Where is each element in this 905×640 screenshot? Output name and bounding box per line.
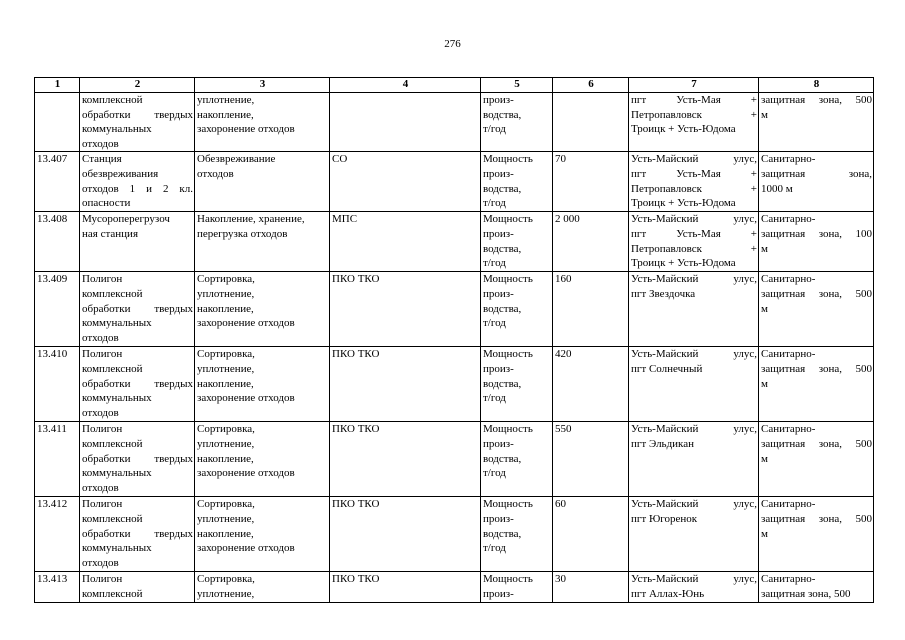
location-cell-line: пгт Аллах-Юнь	[631, 587, 705, 600]
location-cell-line: Усть-Майский улус,	[631, 153, 757, 166]
location-cell	[629, 422, 759, 497]
protection-zone-cell	[759, 572, 874, 602]
location-cell-line: пгт Усть-Мая +	[631, 227, 757, 240]
value-cell: 420	[553, 347, 629, 422]
facility-name-cell-line: обработки твердых	[82, 377, 193, 390]
protection-zone-cell-line: защитная зона, 500	[761, 437, 872, 450]
parameter-cell-line: произ-	[483, 287, 514, 300]
facility-name-cell	[80, 272, 195, 347]
purpose-cell-line: захоронение отходов	[197, 467, 295, 480]
protection-zone-cell-line: защитная зона,	[761, 167, 872, 180]
purpose-cell-line: захоронение отходов	[197, 317, 295, 330]
parameter-cell-line: т/год	[483, 392, 506, 405]
purpose-cell-line: Сортировка,	[197, 573, 255, 586]
facility-name-cell-line: отходов	[82, 481, 119, 494]
value-cell: 550	[553, 422, 629, 497]
facility-name-cell	[80, 572, 195, 602]
location-cell	[629, 93, 759, 152]
purpose-cell	[195, 422, 330, 497]
table-row	[35, 572, 874, 602]
protection-zone-cell-line: Санитарно-	[761, 573, 816, 586]
facility-name-cell	[80, 152, 195, 212]
purpose-cell	[195, 152, 330, 212]
column-header-2: 2	[80, 78, 195, 93]
facility-type-cell: МПС	[330, 212, 481, 272]
parameter-cell-line: водства,	[483, 242, 522, 255]
purpose-cell-line: захоронение отходов	[197, 542, 295, 555]
column-header-3: 3	[195, 78, 330, 93]
parameter-cell-line: водства,	[483, 108, 522, 121]
purpose-cell	[195, 212, 330, 272]
facility-name-cell-line: Полигон	[82, 573, 123, 586]
facility-name-cell-line: отходов	[82, 137, 119, 150]
purpose-cell-line: уплотнение,	[197, 287, 255, 300]
parameter-cell	[481, 572, 553, 602]
protection-zone-cell-line: м	[761, 242, 768, 255]
purpose-cell-line: Обезвреживание	[197, 153, 276, 166]
parameter-cell	[481, 212, 553, 272]
location-cell-line: Троицк + Усть-Юдома	[631, 257, 736, 270]
location-cell-line: Усть-Майский улус,	[631, 348, 757, 361]
parameter-cell-line: произ-	[483, 227, 514, 240]
location-cell-line: пгт Эльдикан	[631, 437, 695, 450]
protection-zone-cell	[759, 347, 874, 422]
location-cell-line: Усть-Майский улус,	[631, 213, 757, 226]
protection-zone-cell-line: Санитарно-	[761, 273, 816, 286]
parameter-cell-line: т/год	[483, 123, 506, 136]
facility-name-cell-line: коммунальных	[82, 392, 152, 405]
purpose-cell-line: накопление,	[197, 527, 254, 540]
purpose-cell-line: уплотнение,	[197, 94, 255, 106]
protection-zone-cell	[759, 497, 874, 572]
purpose-cell-line: накопление,	[197, 377, 254, 390]
location-cell-line: пгт Югоренок	[631, 512, 698, 525]
parameter-cell-line: Мощность	[483, 273, 533, 286]
facility-type-cell	[330, 93, 481, 152]
location-cell-line: Петропавловск +	[631, 108, 757, 121]
facility-name-cell-line: обработки твердых	[82, 452, 193, 465]
facility-name-cell	[80, 422, 195, 497]
purpose-cell-line: Сортировка,	[197, 498, 255, 511]
facility-name-cell	[80, 212, 195, 272]
location-cell-line: Петропавловск +	[631, 242, 757, 255]
purpose-cell-line: отходов	[197, 167, 234, 180]
row-number-cell: 13.412	[35, 497, 80, 572]
facility-type-cell: ПКО ТКО	[330, 272, 481, 347]
parameter-cell-line: Мощность	[483, 348, 533, 361]
location-cell-line: Усть-Майский улус,	[631, 498, 757, 511]
facility-name-cell-line: обработки твердых	[82, 302, 193, 315]
facility-name-cell-line: Станция	[82, 153, 122, 166]
purpose-cell-line: Сортировка,	[197, 423, 255, 436]
value-cell: 60	[553, 497, 629, 572]
location-cell-line: Усть-Майский улус,	[631, 573, 757, 586]
protection-zone-cell-line: Санитарно-	[761, 423, 816, 436]
purpose-cell-line: Сортировка,	[197, 273, 255, 286]
facility-type-cell: ПКО ТКО	[330, 422, 481, 497]
protection-zone-cell-line: защитная зона, 500	[761, 512, 872, 525]
column-header-1: 1	[35, 78, 80, 93]
facility-name-cell-line: отходов	[82, 331, 119, 344]
location-cell	[629, 497, 759, 572]
protection-zone-cell	[759, 272, 874, 347]
location-cell-line: Усть-Майский улус,	[631, 423, 757, 436]
purpose-cell-line: перегрузка отходов	[197, 227, 288, 240]
value-cell: 2 000	[553, 212, 629, 272]
protection-zone-cell-line: Санитарно-	[761, 213, 816, 226]
parameter-cell-line: произ-	[483, 512, 514, 525]
parameter-cell-line: водства,	[483, 182, 522, 195]
location-cell	[629, 152, 759, 212]
purpose-cell-line: уплотнение,	[197, 587, 255, 600]
parameter-cell-line: Мощность	[483, 423, 533, 436]
table-row	[35, 152, 874, 212]
protection-zone-cell	[759, 152, 874, 212]
purpose-cell-line: Накопление, хранение,	[197, 213, 305, 226]
column-header-7: 7	[629, 78, 759, 93]
parameter-cell-line: т/год	[483, 467, 506, 480]
row-number-cell: 13.413	[35, 572, 80, 602]
location-cell-line: Петропавловск +	[631, 182, 757, 195]
facility-name-cell-line: обезвреживания	[82, 167, 159, 180]
parameter-cell-line: Мощность	[483, 573, 533, 586]
facility-name-cell-line: отходов	[82, 556, 119, 569]
protection-zone-cell	[759, 212, 874, 272]
parameter-cell	[481, 152, 553, 212]
protection-zone-cell-line: защитная зона, 500	[761, 587, 851, 600]
purpose-cell	[195, 347, 330, 422]
column-header-6: 6	[553, 78, 629, 93]
row-number-cell: 13.411	[35, 422, 80, 497]
location-cell-line: Усть-Майский улус,	[631, 273, 757, 286]
facility-name-cell-line: опасности	[82, 197, 131, 210]
facility-name-cell-line: Полигон	[82, 348, 123, 361]
purpose-cell-line: захоронение отходов	[197, 123, 295, 136]
facility-name-cell	[80, 347, 195, 422]
parameter-cell-line: т/год	[483, 317, 506, 330]
protection-zone-cell-line: м	[761, 527, 768, 540]
parameter-cell-line: водства,	[483, 452, 522, 465]
location-cell	[629, 212, 759, 272]
page-number: 276	[444, 38, 461, 50]
column-header-8: 8	[759, 78, 874, 93]
location-cell-line: Троицк + Усть-Юдома	[631, 197, 736, 210]
parameter-cell-line: произ-	[483, 362, 514, 375]
purpose-cell-line: уплотнение,	[197, 512, 255, 525]
protection-zone-cell-line: 1000 м	[761, 182, 793, 195]
parameter-cell	[481, 347, 553, 422]
purpose-cell-line: накопление,	[197, 452, 254, 465]
purpose-cell-line: накопление,	[197, 302, 254, 315]
row-number-cell: 13.410	[35, 347, 80, 422]
row-number-cell: 13.409	[35, 272, 80, 347]
protection-zone-cell	[759, 422, 874, 497]
protection-zone-cell-line: защитная зона, 500	[761, 287, 872, 300]
facility-name-cell-line: коммунальных	[82, 542, 152, 555]
facility-name-cell-line: комплексной	[82, 287, 143, 300]
facility-type-cell: ПКО ТКО	[330, 347, 481, 422]
protection-zone-cell-line: м	[761, 377, 768, 390]
parameter-cell-line: Мощность	[483, 153, 533, 166]
purpose-cell-line: захоронение отходов	[197, 392, 295, 405]
table-row	[35, 93, 874, 152]
column-header-5: 5	[481, 78, 553, 93]
location-cell-line: пгт Солнечный	[631, 362, 703, 375]
facility-name-cell-line: Мусороперегрузоч	[82, 213, 170, 226]
facility-name-cell-line: коммунальных	[82, 317, 152, 330]
facility-name-cell-line: Полигон	[82, 498, 123, 511]
value-cell: 30	[553, 572, 629, 602]
parameter-cell	[481, 497, 553, 572]
header-row	[35, 78, 874, 93]
parameter-cell-line: произ-	[483, 94, 514, 106]
parameter-cell	[481, 93, 553, 152]
purpose-cell-line: Сортировка,	[197, 348, 255, 361]
value-cell	[553, 93, 629, 152]
value-cell: 70	[553, 152, 629, 212]
column-header-4: 4	[330, 78, 481, 93]
protection-zone-cell-line: защитная зона, 500	[761, 362, 872, 375]
protection-zone-cell	[759, 93, 874, 152]
parameter-cell-line: произ-	[483, 437, 514, 450]
facility-name-cell-line: обработки твердых	[82, 108, 193, 121]
location-cell-line: пгт Звездочка	[631, 287, 696, 300]
parameter-cell	[481, 272, 553, 347]
facility-name-cell-line: обработки твердых	[82, 527, 193, 540]
parameter-cell-line: водства,	[483, 377, 522, 390]
table-row	[35, 497, 874, 572]
location-cell-line: пгт Усть-Мая +	[631, 167, 757, 180]
row-number-cell: 13.408	[35, 212, 80, 272]
table-row	[35, 272, 874, 347]
protection-zone-cell-line: Санитарно-	[761, 348, 816, 361]
location-cell	[629, 572, 759, 602]
facility-name-cell-line: комплексной	[82, 512, 143, 525]
table-row	[35, 212, 874, 272]
table-body	[35, 93, 874, 603]
protection-zone-cell-line: защитная зона, 100	[761, 227, 872, 240]
protection-zone-cell-line: м	[761, 452, 768, 465]
facility-name-cell-line: Полигон	[82, 423, 123, 436]
facilities-table	[34, 77, 874, 603]
purpose-cell	[195, 272, 330, 347]
table-row	[35, 422, 874, 497]
protection-zone-cell-line: защитная зона, 500	[761, 94, 872, 106]
facility-name-cell-line: комплексной	[82, 94, 143, 106]
facility-name-cell	[80, 497, 195, 572]
location-cell-line: пгт Усть-Мая +	[631, 94, 757, 106]
purpose-cell-line: накопление,	[197, 108, 254, 121]
protection-zone-cell-line: Санитарно-	[761, 153, 816, 166]
protection-zone-cell-line: м	[761, 302, 768, 315]
purpose-cell-line: уплотнение,	[197, 362, 255, 375]
facility-type-cell: СО	[330, 152, 481, 212]
parameter-cell-line: водства,	[483, 527, 522, 540]
facility-name-cell-line: отходов 1 и 2 кл.	[82, 182, 193, 195]
location-cell	[629, 347, 759, 422]
facility-name-cell-line: комплексной	[82, 362, 143, 375]
parameter-cell-line: Мощность	[483, 498, 533, 511]
parameter-cell	[481, 422, 553, 497]
parameter-cell-line: т/год	[483, 197, 506, 210]
facility-name-cell	[80, 93, 195, 152]
table-row	[35, 347, 874, 422]
facility-name-cell-line: ная станция	[82, 227, 139, 240]
value-cell: 160	[553, 272, 629, 347]
row-number-cell	[35, 93, 80, 152]
facility-name-cell-line: коммунальных	[82, 123, 152, 136]
facility-type-cell: ПКО ТКО	[330, 572, 481, 602]
protection-zone-cell-line: м	[761, 108, 768, 121]
facility-type-cell: ПКО ТКО	[330, 497, 481, 572]
parameter-cell-line: произ-	[483, 587, 514, 600]
parameter-cell-line: Мощность	[483, 213, 533, 226]
protection-zone-cell-line: Санитарно-	[761, 498, 816, 511]
parameter-cell-line: водства,	[483, 302, 522, 315]
purpose-cell	[195, 572, 330, 602]
facility-name-cell-line: отходов	[82, 406, 119, 419]
purpose-cell-line: уплотнение,	[197, 437, 255, 450]
facility-name-cell-line: Полигон	[82, 273, 123, 286]
parameter-cell-line: т/год	[483, 257, 506, 270]
row-number-cell: 13.407	[35, 152, 80, 212]
facility-name-cell-line: комплексной	[82, 437, 143, 450]
parameter-cell-line: т/год	[483, 542, 506, 555]
purpose-cell	[195, 93, 330, 152]
facility-name-cell-line: коммунальных	[82, 467, 152, 480]
facility-name-cell-line: комплексной	[82, 587, 143, 600]
location-cell-line: Троицк + Усть-Юдома	[631, 123, 736, 136]
purpose-cell	[195, 497, 330, 572]
location-cell	[629, 272, 759, 347]
parameter-cell-line: произ-	[483, 167, 514, 180]
